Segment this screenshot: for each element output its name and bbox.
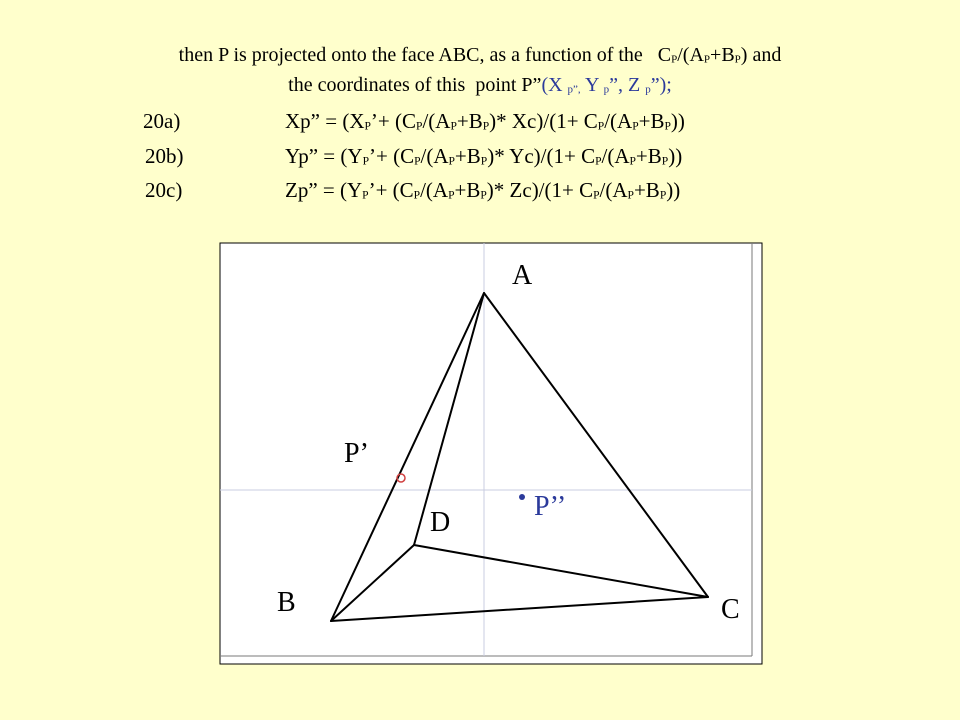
vertex-label-A: A (512, 260, 533, 291)
diagram-frame (220, 243, 762, 664)
equation-20a-formula: Xp” = ($X_P’+ (C_P/(A_P+B_P)*$ $Xc)/(1+ C_P/(A_P+B_P))$ (285, 109, 685, 133)
point-label-p-prime: P’ (344, 438, 369, 469)
p-double-prime-marker (519, 494, 525, 500)
point-label-p-double-prime: P’’ (534, 491, 567, 522)
vertex-label-C: C (721, 594, 740, 625)
equation-20a-tag: 20a) (143, 109, 181, 133)
intro-line-1-text: then P is projected onto the face ABC, as a function of the $C_P/(A_P+B_P)$ and (178, 44, 782, 66)
vertex-label-D: D (430, 507, 451, 538)
intro-line-2-text: the coordinates of this point P”(X $_{p”,}$ Y $_p$”, Z $_p$”); (288, 74, 672, 96)
equation-20c-formula: Zp” = ($Y_P’+ (C_P/(A_P+B_P)*$ $Zc)/(1+ C_P/(A_P+B_P))$ (285, 178, 681, 202)
vertex-label-B: B (277, 587, 296, 618)
equation-20c-tag: 20c) (145, 178, 183, 202)
equation-20b-tag: 20b) (145, 144, 184, 168)
equation-20b-formula: Yp” = ($Y_P’+ (C_P/(A_P+B_P)*$ $Yc)/(1+ C_P/(A_P+B_P))$ (285, 144, 683, 168)
